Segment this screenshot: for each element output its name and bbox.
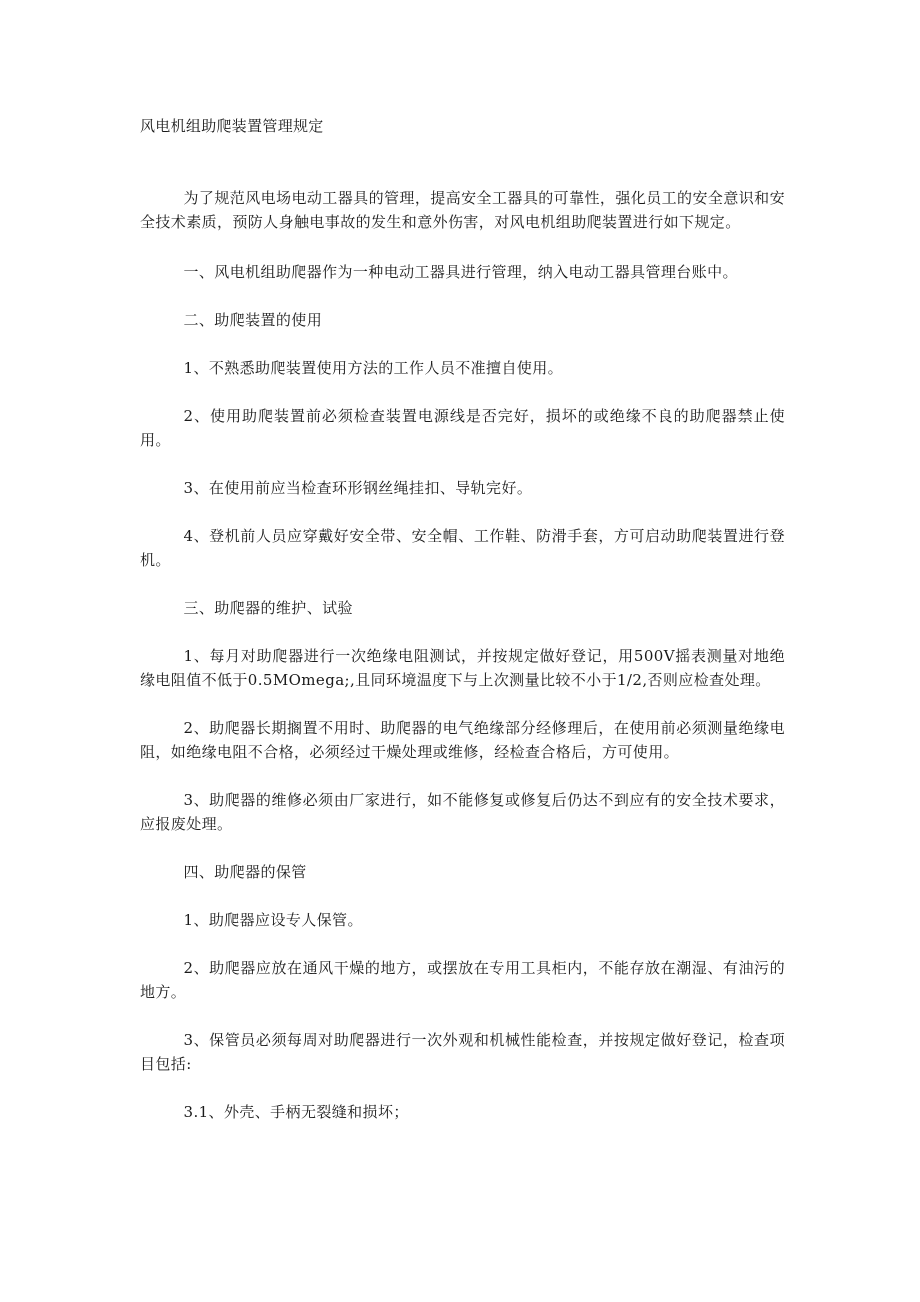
paragraph-intro: 为了规范风电场电动工器具的管理，提高安全工器具的可靠性，强化员工的安全意识和安全技术素质，预防人身触电事故的发生和意外伤害，对风电机组助爬装置进行如下规定。	[140, 189, 785, 231]
paragraph-maintenance-3: 3、助爬器的维修必须由厂家进行，如不能修复或修复后仍达不到应有的安全技术要求，应报废处理。	[140, 791, 785, 833]
paragraph-section-1: 一、风电机组助爬器作为一种电动工器具进行管理，纳入电动工器具管理台账中。	[183, 263, 738, 281]
paragraph-storage-1: 1、助爬器应设专人保管。	[183, 911, 363, 929]
paragraph-usage-1: 1、不熟悉助爬装置使用方法的工作人员不准擅自使用。	[183, 359, 564, 377]
paragraph-storage-3-1: 3.1、外壳、手柄无裂缝和损坏；	[183, 1103, 409, 1121]
section-heading-maintenance: 三、助爬器的维护、试验	[183, 599, 353, 617]
paragraph-maintenance-2: 2、助爬器长期搁置不用时、助爬器的电气绝缘部分经修理后，在使用前必须测量绝缘电阻，如绝缘电阻不合格，必须经过干燥处理或维修，经检查合格后，方可使用。	[140, 719, 785, 761]
paragraph-storage-3: 3、保管员必须每周对助爬器进行一次外观和机械性能检查，并按规定做好登记，检查项目包括:	[140, 1031, 785, 1073]
paragraph-usage-2: 2、使用助爬装置前必须检查装置电源线是否完好，损坏的或绝缘不良的助爬器禁止使用。	[140, 407, 785, 449]
section-heading-usage: 二、助爬装置的使用	[183, 311, 323, 329]
document-title: 风电机组助爬装置管理规定	[140, 117, 324, 135]
paragraph-maintenance-1: 1、每月对助爬器进行一次绝缘电阻测试，并按规定做好登记，用500V摇表测量对地绝缘电阻值不低于0.5MOmega;,且同环境温度下与上次测量比较不小于1/2,否则应检查处理。	[140, 647, 785, 689]
document-body	[140, 186, 785, 1148]
paragraph-usage-4: 4、登机前人员应穿戴好安全带、安全帽、工作鞋、防滑手套，方可启动助爬装置进行登机。	[140, 527, 785, 569]
paragraph-storage-2: 2、助爬器应放在通风干燥的地方，或摆放在专用工具柜内，不能存放在潮湿、有油污的地方。	[140, 959, 785, 1001]
paragraph-usage-3: 3、在使用前应当检查环形钢丝绳挂扣、导轨完好。	[183, 479, 533, 497]
section-heading-storage: 四、助爬器的保管	[183, 863, 307, 881]
